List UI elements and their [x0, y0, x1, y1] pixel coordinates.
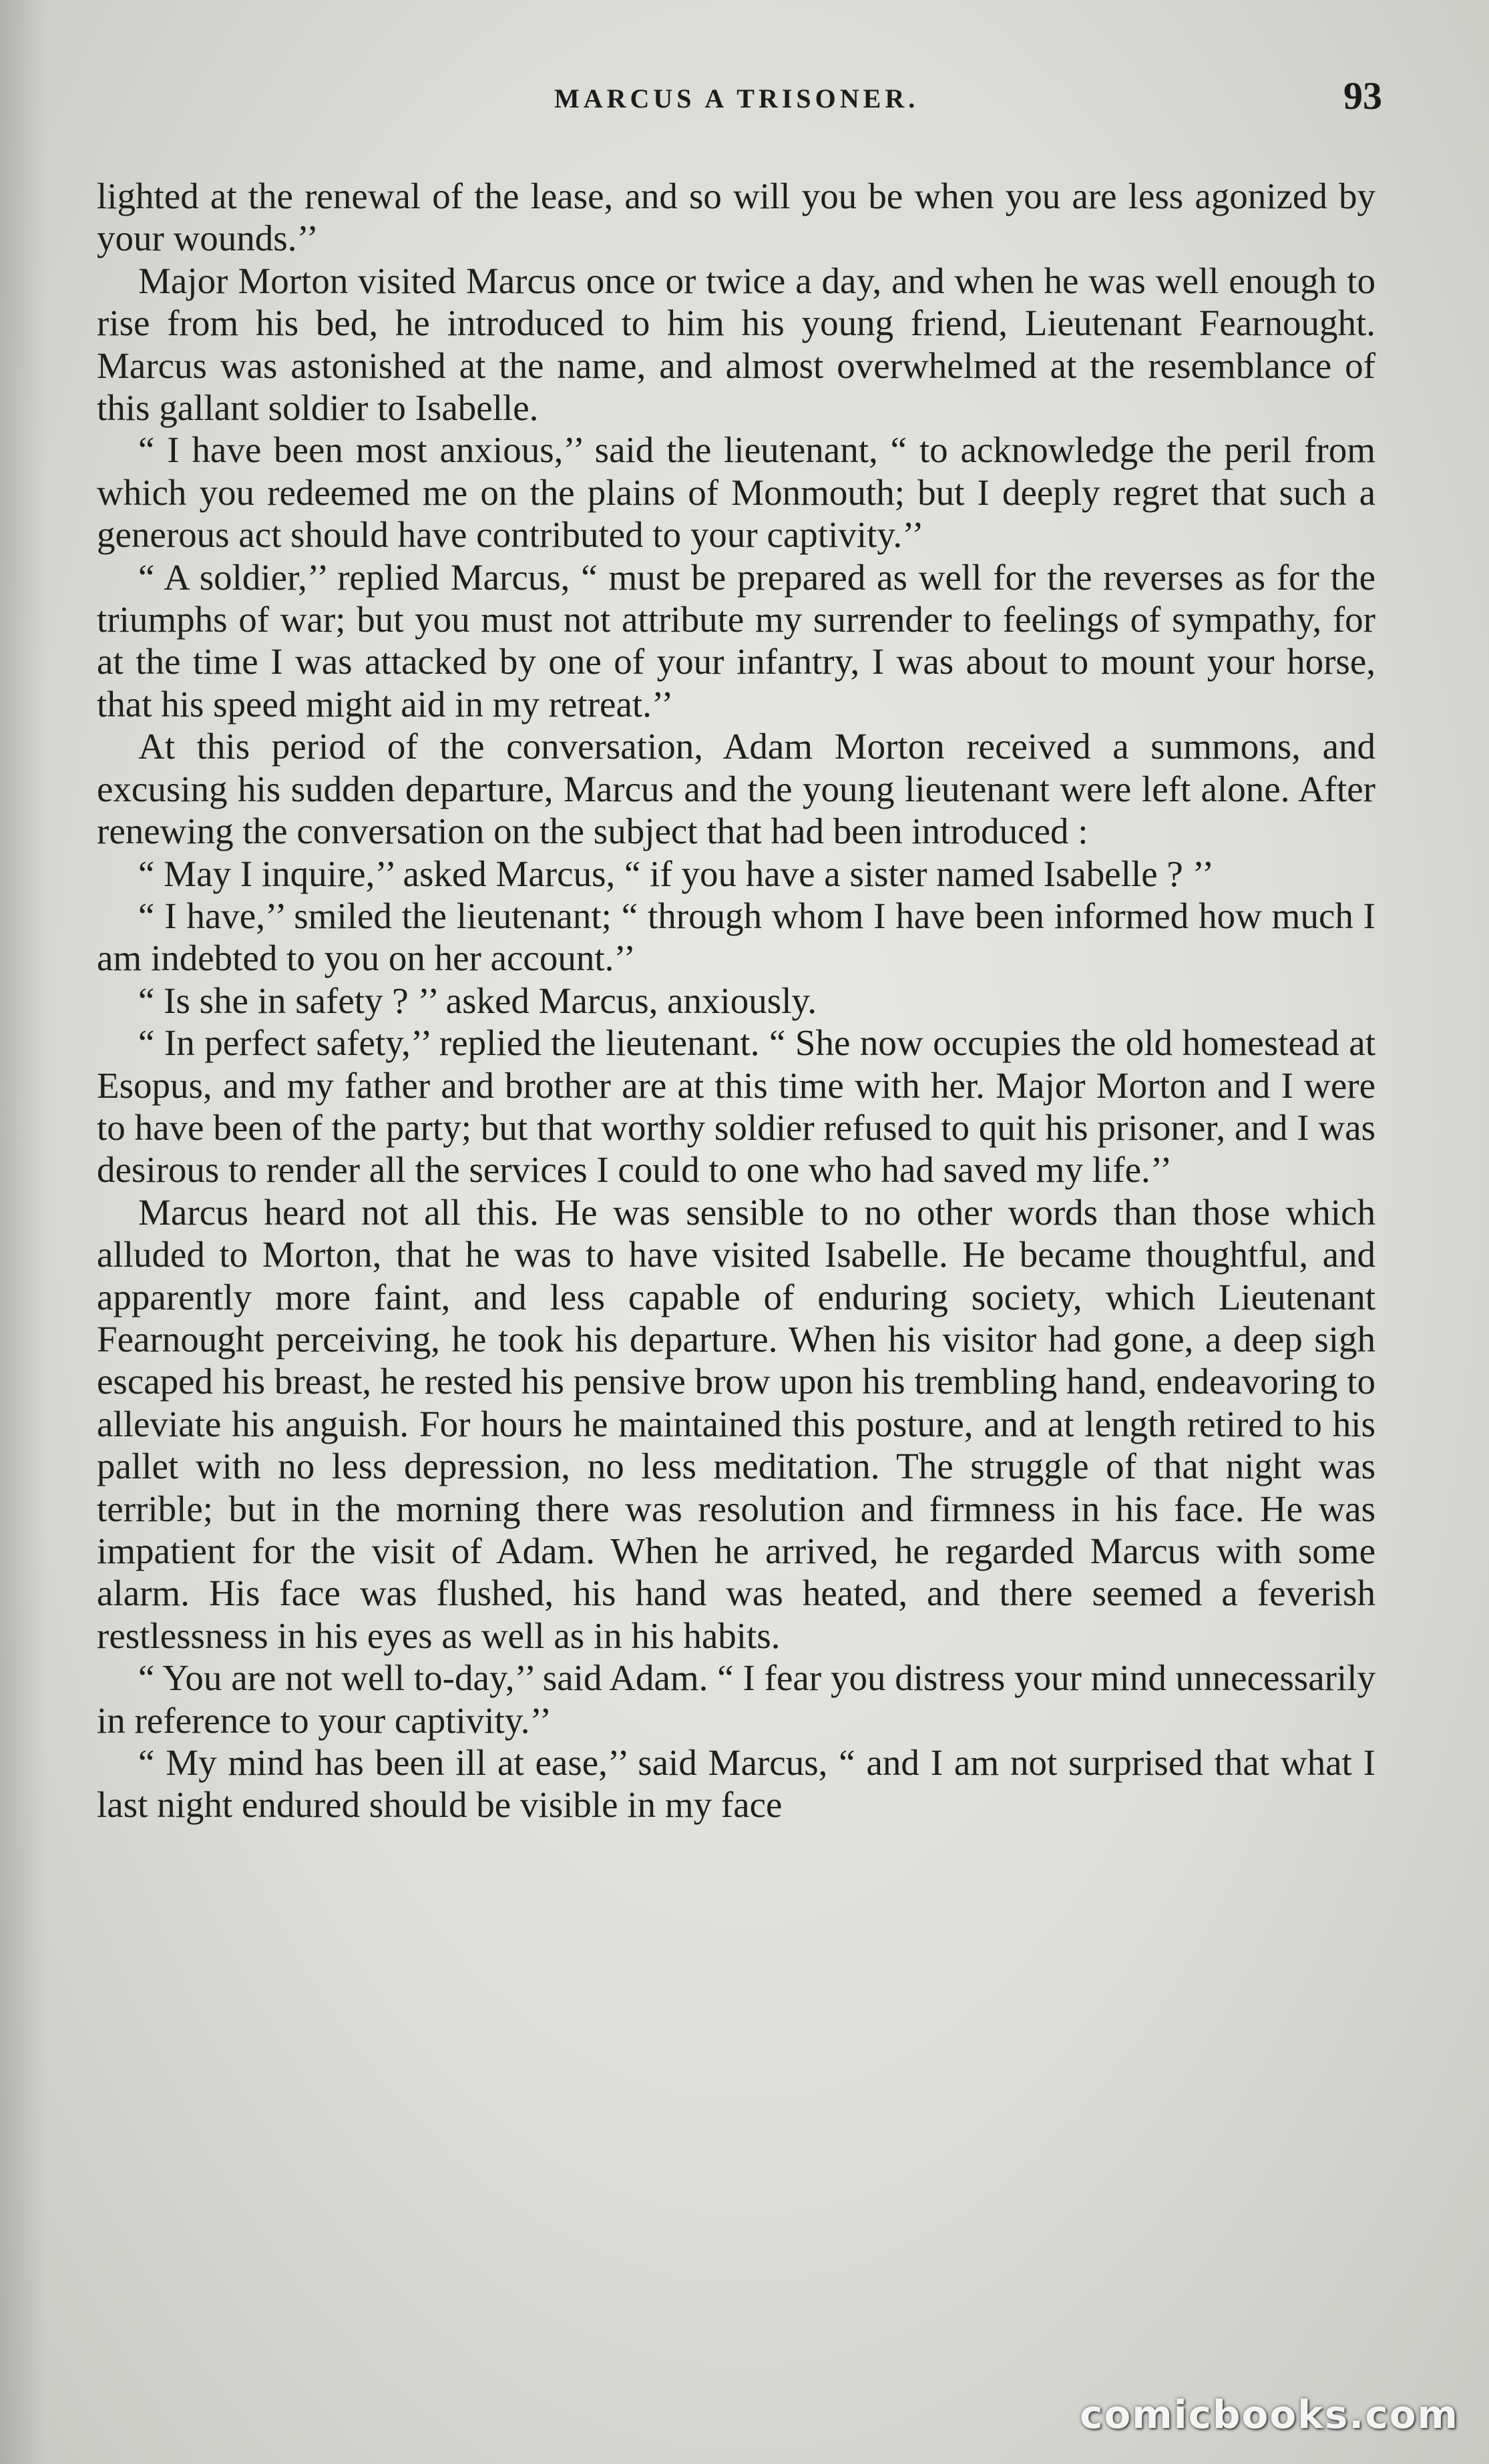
paragraph: “ You are not well to-day,’’ said Adam. “ I fear you distress your mind unnecessarily in reference to your captivity.’’ [97, 1657, 1375, 1741]
paragraph: Major Morton visited Marcus once or twice a day, and when he was well enough to rise from his bed, he introduced to him his young friend, Lieutenant Fearnought. Marcus was astonished at the name, and almost overwhelmed at the resemblance of this gallant soldier to Isabelle. [97, 260, 1375, 429]
paragraph: “ I have been most anxious,’’ said the lieutenant, “ to acknowledge the peril from which you redeemed me on the plains of Monmouth; but I deeply regret that such a generous act should have contributed to your captivity.’’ [97, 429, 1375, 556]
paragraph: lighted at the renewal of the lease, and so will you be when you are less agonized by your wounds.’’ [97, 176, 1375, 259]
paragraph: Marcus heard not all this. He was sensible to no other words than those which alluded to Morton, that he was to have visited Isabelle. He became thoughtful, and apparently more faint, and less capable of enduring society, which Lieutenant Fearnought perceiving, he took his departure. When his visitor had gone, a deep sigh escaped his breast, he rested his pensive brow upon his trembling hand, endeavoring to alleviate his anguish. For hours he maintained this posture, and at length retired to his pallet with no less depression, no less meditation. The struggle of that night was terrible; but in the morning there was resolution and firmness in his face. He was impatient for the visit of Adam. When he arrived, he regarded Marcus with some alarm. His face was flushed, his hand was heated, and there seemed a feverish restlessness in his eyes as well as in his habits. [97, 1191, 1375, 1656]
paragraph: “ May I inquire,’’ asked Marcus, “ if you have a sister named Isabelle ? ’’ [138, 853, 1215, 894]
page-edge-shadow [0, 0, 47, 2464]
text-body [97, 175, 1375, 1826]
paragraph: “ My mind has been ill at ease,’’ said Marcus, “ and I am not surprised that what I last night endured should be visible in my face [97, 1742, 1375, 1826]
page-number: 93 [1343, 74, 1382, 118]
paragraph: “ Is she in safety ? ’’ asked Marcus, anxiously. [138, 980, 817, 1021]
paragraph: “ In perfect safety,’’ replied the lieutenant. “ She now occupies the old homestead at Esopus, and my father and brother are at this time with her. Major Morton and I were to have been of the party; but that worthy soldier refused to quit his prisoner, and I was desirous to render all the services I could to one who had saved my life.’’ [97, 1022, 1375, 1191]
watermark: comicbooks.com [1080, 2392, 1459, 2437]
running-title: MARCUS A TRISONER. [554, 83, 919, 114]
running-head [0, 73, 1489, 120]
paragraph: At this period of the conversation, Adam Morton received a summons, and excusing his sudden departure, Marcus and the young lieutenant were left alone. After renewing the conversation on the subject that had been introduced : [97, 726, 1375, 852]
paragraph: “ I have,’’ smiled the lieutenant; “ through whom I have been informed how much I am indebted to you on her account.’’ [97, 895, 1375, 979]
paragraph: “ A soldier,’’ replied Marcus, “ must be prepared as well for the reverses as for the triumphs of war; but you must not attribute my surrender to feelings of sympathy, for at the time I was attacked by one of your infantry, I was about to mount your horse, that his speed might aid in my retreat.’’ [97, 556, 1375, 725]
